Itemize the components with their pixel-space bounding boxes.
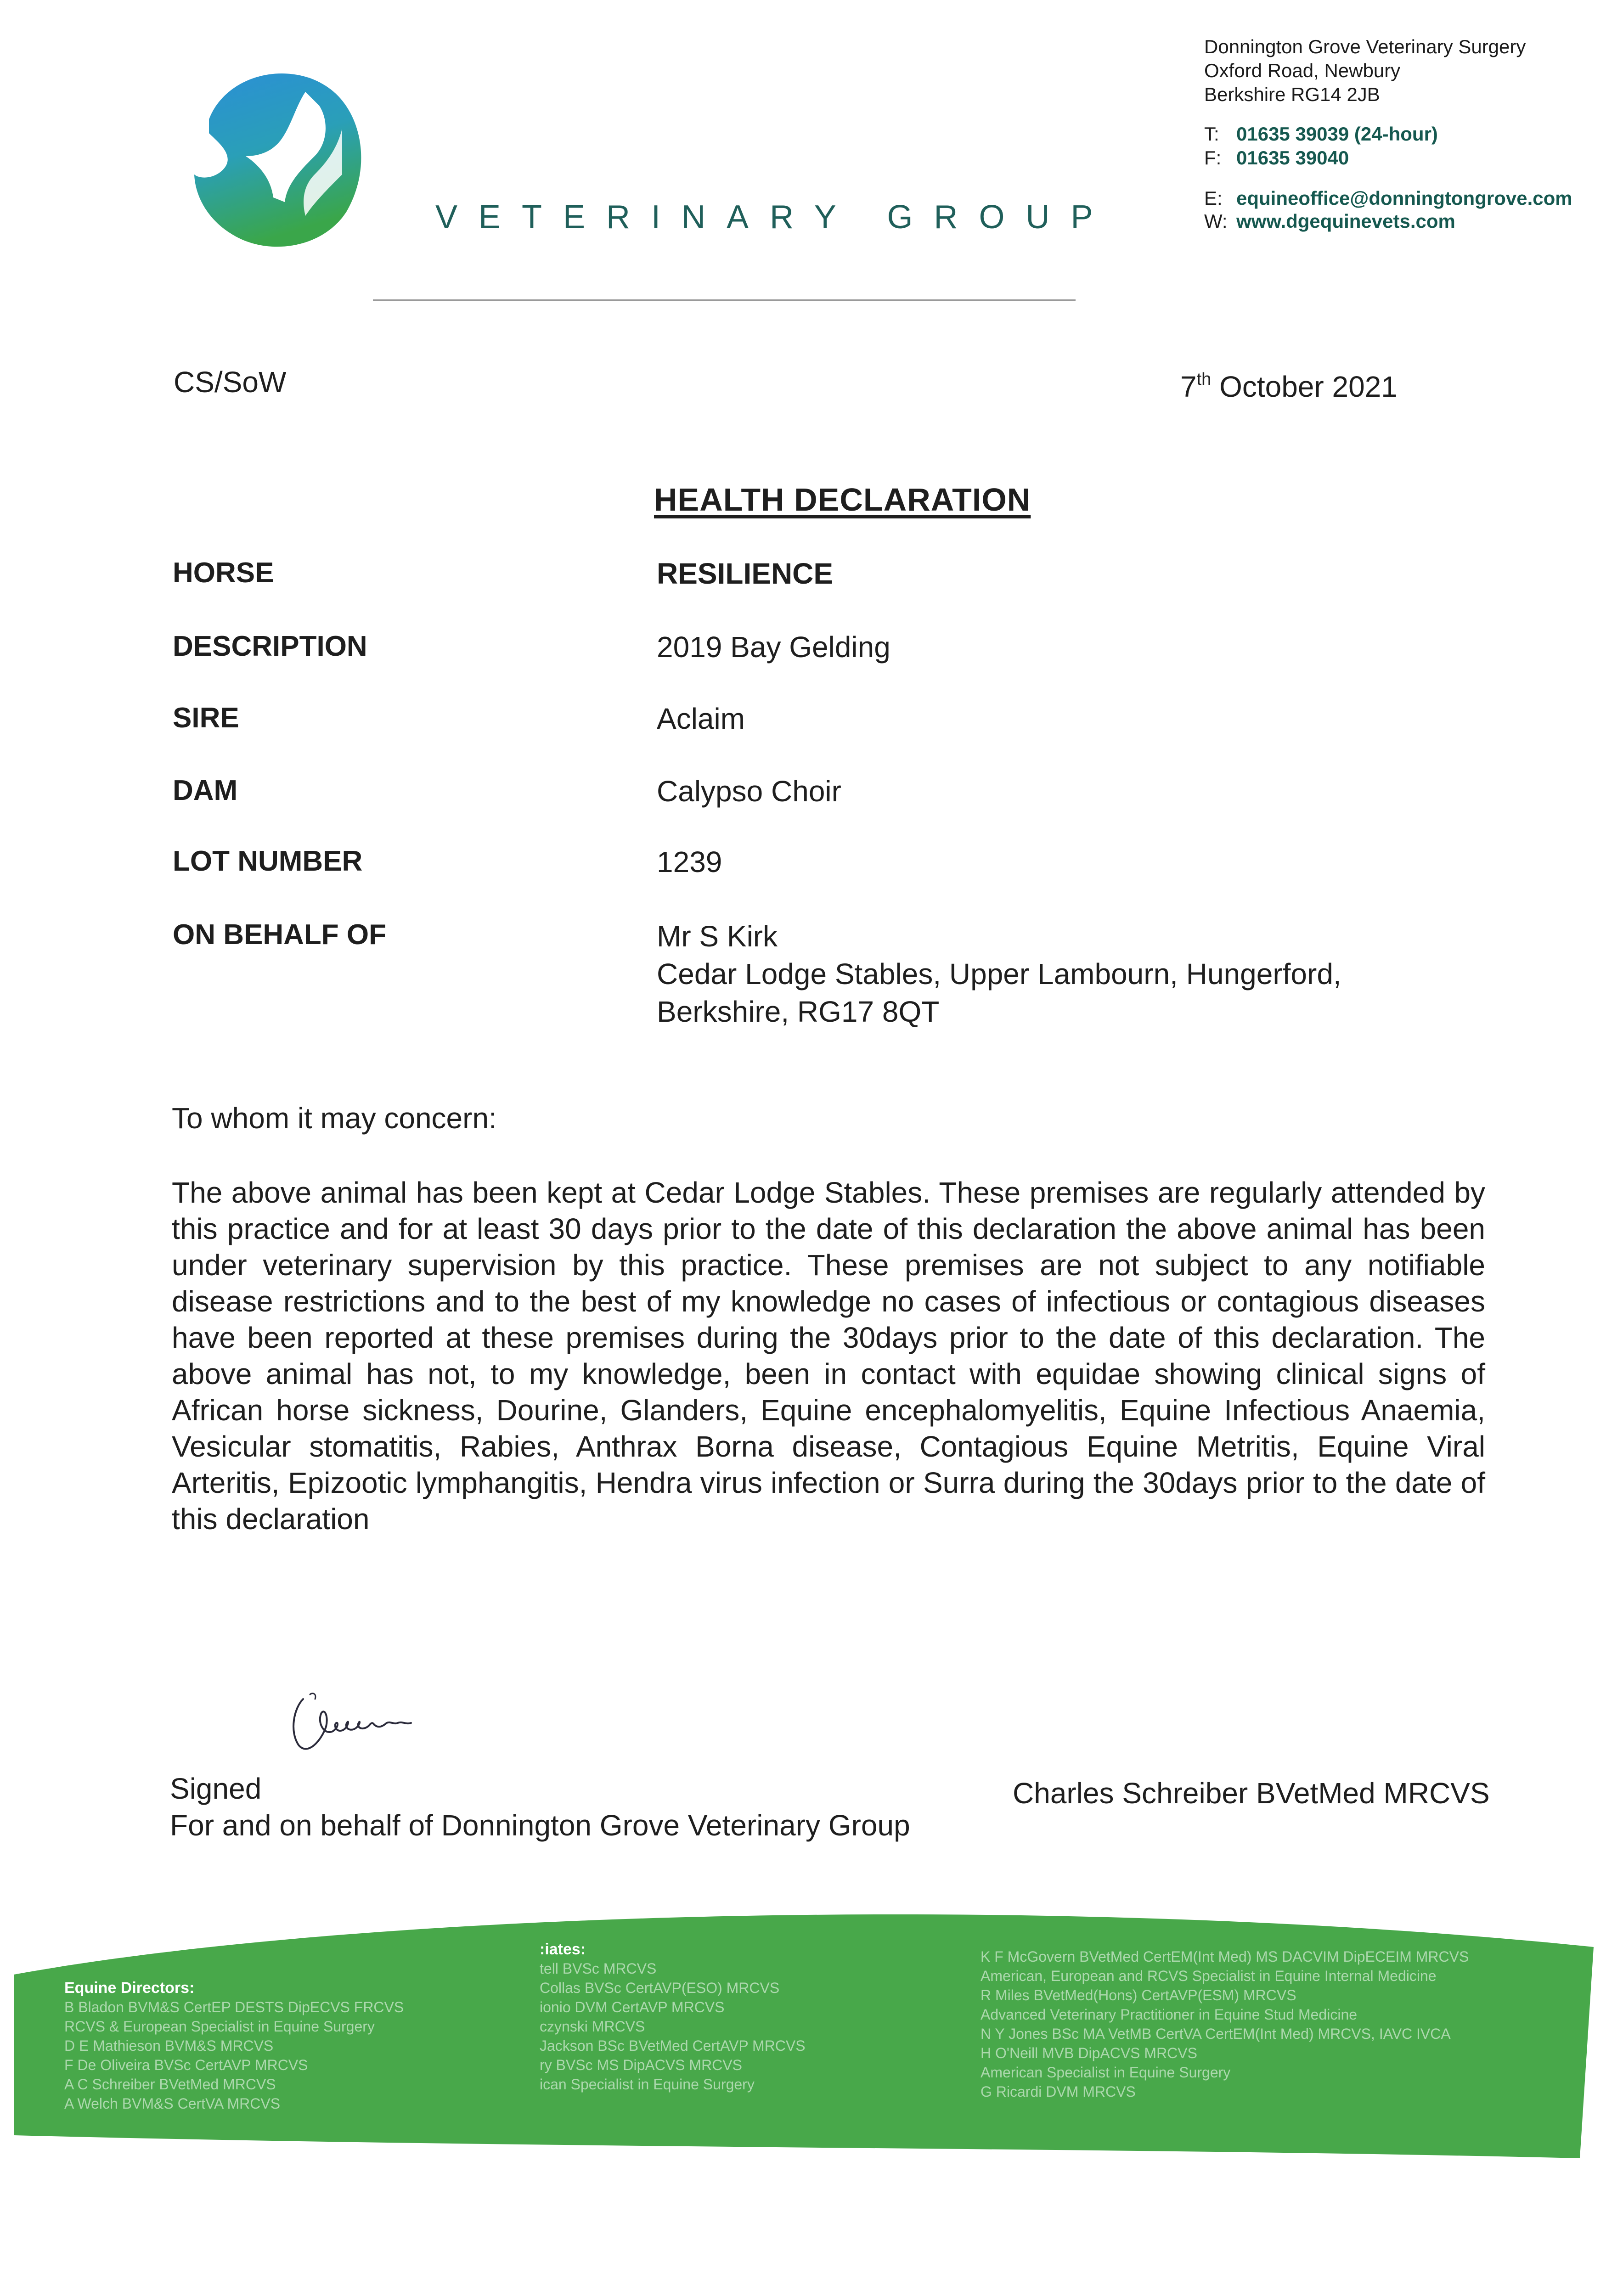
group-name: VETERINARY GROUP (435, 199, 1114, 236)
footer-entry: A C Schreiber BVetMed MRCVS (64, 2076, 276, 2093)
horse-label: HORSE (173, 557, 274, 589)
footer-entry: Collas BVSc CertAVP(ESO) MRCVS (540, 1980, 780, 1996)
footer-entry: ionio DVM CertAVP MRCVS (540, 1999, 725, 2015)
footer-entry: American, European and RCVS Specialist in Equine Internal Medicine (981, 1968, 1437, 1984)
footer-directors (64, 1978, 404, 2113)
footer-entry: ry BVSc MS DipACVS MRCVS (540, 2057, 742, 2073)
footer-entry: K F McGovern BVetMed CertEM(Int Med) MS DACVIM DipECEIM MRCVS (981, 1948, 1469, 1965)
footer-entry: A Welch BVM&S CertVA MRCVS (64, 2095, 281, 2112)
footer-entry: czynski MRCVS (540, 2018, 645, 2035)
footer-entry: Jackson BSc BVetMed CertAVP MRCVS (540, 2037, 806, 2054)
date-day: 7 (1180, 370, 1197, 403)
behalf-line: Berkshire, RG17 8QT (657, 995, 940, 1028)
address-line: Berkshire RG14 2JB (1204, 84, 1380, 105)
sire-label: SIRE (173, 702, 239, 734)
on-behalf-of-value (657, 917, 1341, 1030)
footer-vets (981, 1947, 1469, 2101)
date-month-year: October 2021 (1211, 370, 1398, 403)
dam-label: DAM (173, 775, 238, 806)
web-address: www.dgequinevets.com (1236, 210, 1455, 232)
description-label: DESCRIPTION (173, 630, 367, 662)
fax-number: 01635 39040 (1236, 147, 1349, 169)
footer-entry: RCVS & European Specialist in Equine Surgery (64, 2018, 375, 2035)
fax-line (1204, 147, 1349, 169)
date-suffix: th (1196, 370, 1212, 389)
address-block (1204, 35, 1526, 107)
fax-label: F: (1204, 147, 1222, 169)
web-label: W: (1204, 210, 1228, 232)
footer-entry: H O'Neill MVB DipACVS MRCVS (981, 2045, 1197, 2061)
page-title: HEALTH DECLARATION (654, 482, 1031, 518)
phone-line (1204, 123, 1438, 145)
email-line (1204, 187, 1572, 209)
on-behalf-of-label: ON BEHALF OF (173, 919, 386, 951)
footer-entry: F De Oliveira BVSc CertAVP MRCVS (64, 2057, 308, 2073)
footer-entry: D E Mathieson BVM&S MRCVS (64, 2037, 274, 2054)
dam-value: Calypso Choir (657, 775, 841, 808)
web-line (1204, 210, 1455, 232)
horse-value: RESILIENCE (657, 557, 834, 590)
email-label: E: (1204, 187, 1223, 209)
email-address: equineoffice@donningtongrove.com (1236, 187, 1572, 209)
lot-number-value: 1239 (657, 845, 722, 878)
footer-heading: :iates: (540, 1941, 586, 1958)
footer-entry: American Specialist in Equine Surgery (981, 2064, 1231, 2081)
footer-heading: Equine Directors: (64, 1979, 195, 1997)
signatory-name: Charles Schreiber BVetMed MRCVS (1013, 1777, 1490, 1810)
horse-logo-icon (191, 64, 365, 253)
phone-label: T: (1204, 123, 1219, 145)
footer-entry: tell BVSc MRCVS (540, 1960, 657, 1977)
header-divider (373, 299, 1076, 301)
footer-associates (540, 1940, 806, 2094)
reference: CS/SoW (174, 366, 287, 399)
on-behalf-line: For and on behalf of Donnington Grove Veterinary Group (170, 1809, 910, 1842)
signed-label: Signed (170, 1772, 262, 1805)
footer-entry: G Ricardi DVM MRCVS (981, 2083, 1136, 2100)
address-line: Oxford Road, Newbury (1204, 60, 1401, 81)
footer-entry: N Y Jones BSc MA VetMB CertVA CertEM(Int Med) MRCVS, IAVC IVCA (981, 2026, 1451, 2042)
description-value: 2019 Bay Gelding (657, 630, 890, 664)
phone-number: 01635 39039 (24-hour) (1236, 123, 1438, 145)
behalf-line: Cedar Lodge Stables, Upper Lambourn, Hungerford, (657, 957, 1341, 990)
lot-number-label: LOT NUMBER (173, 845, 363, 877)
footer-entry: R Miles BVetMed(Hons) CertAVP(ESM) MRCVS (981, 1987, 1296, 2003)
address-line: Donnington Grove Veterinary Surgery (1204, 36, 1526, 57)
footer-entry: B Bladon BVM&S CertEP DESTS DipECVS FRCVS (64, 1999, 404, 2015)
declaration-body: The above animal has been kept at Cedar Lodge Stables. These premises are regularly attended by this practice and for at least 30 days prior to the date of this declaration the above animal has been under veterinary supervision by this practice. These premises are not subject to any notifiable disease restrictions and to the best of my knowledge no cases of infectious or contagious diseases have been reported at these premises during the 30days prior to the date of this declaration. The above animal has not, to my knowledge, been in contact with equidae showing clinical signs of African horse sickness, Dourine, Glanders, Equine encephalomyelitis, Equine Infectious Anaemia, Vesicular stomatitis, Rabies, Anthrax Borna disease, Contagious Equine Metritis, Equine Viral Arteritis, Epizootic lymphangitis, Hendra virus infection or Surra during the 30days prior to the date of this declaration (172, 1176, 1485, 1536)
salutation: To whom it may concern: (172, 1102, 497, 1135)
signature-icon (285, 1681, 423, 1759)
footer-entry: ican Specialist in Equine Surgery (540, 2076, 755, 2093)
footer-entry: Advanced Veterinary Practitioner in Equine Stud Medicine (981, 2006, 1358, 2023)
sire-value: Aclaim (657, 702, 745, 735)
behalf-line: Mr S Kirk (657, 920, 778, 953)
letter-date (1180, 370, 1398, 404)
